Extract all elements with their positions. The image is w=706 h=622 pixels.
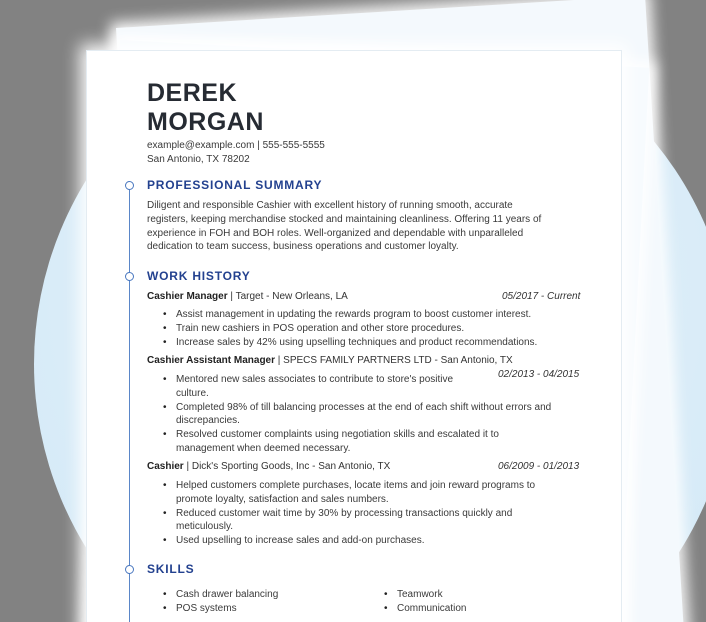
job-bullet: • Completed 98% of till balancing processes at the end of each shift without errors and <box>163 401 593 415</box>
job-role: Cashier <box>147 461 184 472</box>
job-bullet: • Helped customers complete purchases, locate items and join reward programs to <box>163 479 593 493</box>
contact-email-phone: example@example.com | 555-555-5555 <box>147 140 325 151</box>
job-bullet-continued: meticulously. <box>176 521 234 533</box>
skills-title: SKILLS <box>147 562 195 576</box>
skill-item: • POS systems <box>163 602 363 616</box>
work-history-title: WORK HISTORY <box>147 269 251 283</box>
candidate-name <box>147 79 264 137</box>
summary-line: dedication to team success, business operations and customer loyalty. <box>147 241 459 253</box>
job-bullet: • Resolved customer complaints using negotiation skills and escalated it to <box>163 428 593 442</box>
summary-title: PROFESSIONAL SUMMARY <box>147 178 323 192</box>
job-role: Cashier Manager <box>147 291 228 302</box>
job-company: | Target - New Orleans, LA <box>227 291 348 302</box>
timeline-dot <box>125 181 134 190</box>
job-bullet: • Assist management in updating the rewards program to boost customer interest. <box>163 308 593 322</box>
job-bullet: • Reduced customer wait time by 30% by processing transactions quickly and <box>163 507 593 521</box>
skills-right <box>384 588 584 616</box>
job-dates: 02/2013 - 04/2015 <box>498 369 580 380</box>
summary-line: Diligent and responsible Cashier with excellent history of running smooth, accurate <box>147 200 513 211</box>
last-name: MORGAN <box>147 108 264 136</box>
job-dates: 05/2017 - Current <box>502 291 581 302</box>
job-bullet-continued: management when deemed necessary. <box>176 442 351 454</box>
job-bullets <box>163 479 593 548</box>
timeline-dot <box>125 565 134 574</box>
job-bullets <box>163 373 593 456</box>
job-bullet: • Mentored new sales associates to contribute to store's positive <box>163 373 593 387</box>
contact-info <box>147 139 325 166</box>
job-dates: 06/2009 - 01/2013 <box>498 461 580 472</box>
skill-item: • Cash drawer balancing <box>163 588 363 602</box>
job-bullet-continued: discrepancies. <box>176 415 240 427</box>
skill-item: • Teamwork <box>384 588 584 602</box>
job-bullet: • Increase sales by 42% using upselling techniques and product recommendations. <box>163 336 593 350</box>
summary-line: experience in FOH and BOH roles. Well-organized and dependable with unparalleled <box>147 227 524 239</box>
job-role: Cashier Assistant Manager <box>147 355 276 366</box>
skill-item: • Communication <box>384 602 584 616</box>
resume-page <box>86 50 622 622</box>
timeline-line <box>129 185 130 622</box>
first-name: DEREK <box>147 79 238 107</box>
skills-left <box>163 588 363 616</box>
job-bullet-continued: culture. <box>176 387 209 399</box>
contact-address: San Antonio, TX 78202 <box>147 153 250 165</box>
job-company: | SPECS FAMILY PARTNERS LTD - San Antonio, TX <box>275 355 513 366</box>
summary-line: registers, keeping merchandise stocked and maintaining cleanliness. Offering 11 years of <box>147 213 542 225</box>
job-bullets <box>163 308 593 349</box>
job-bullet: • Train new cashiers in POS operation and other store procedures. <box>163 322 593 336</box>
summary-text <box>147 199 607 254</box>
job-heading <box>147 355 593 366</box>
job-bullet-continued: promote loyalty, satisfaction and sales numbers. <box>176 493 389 505</box>
timeline-dot <box>125 272 134 281</box>
job-company: | Dick's Sporting Goods, Inc - San Antonio, TX <box>183 461 391 472</box>
job-bullet: • Used upselling to increase sales and add-on purchases. <box>163 534 593 548</box>
